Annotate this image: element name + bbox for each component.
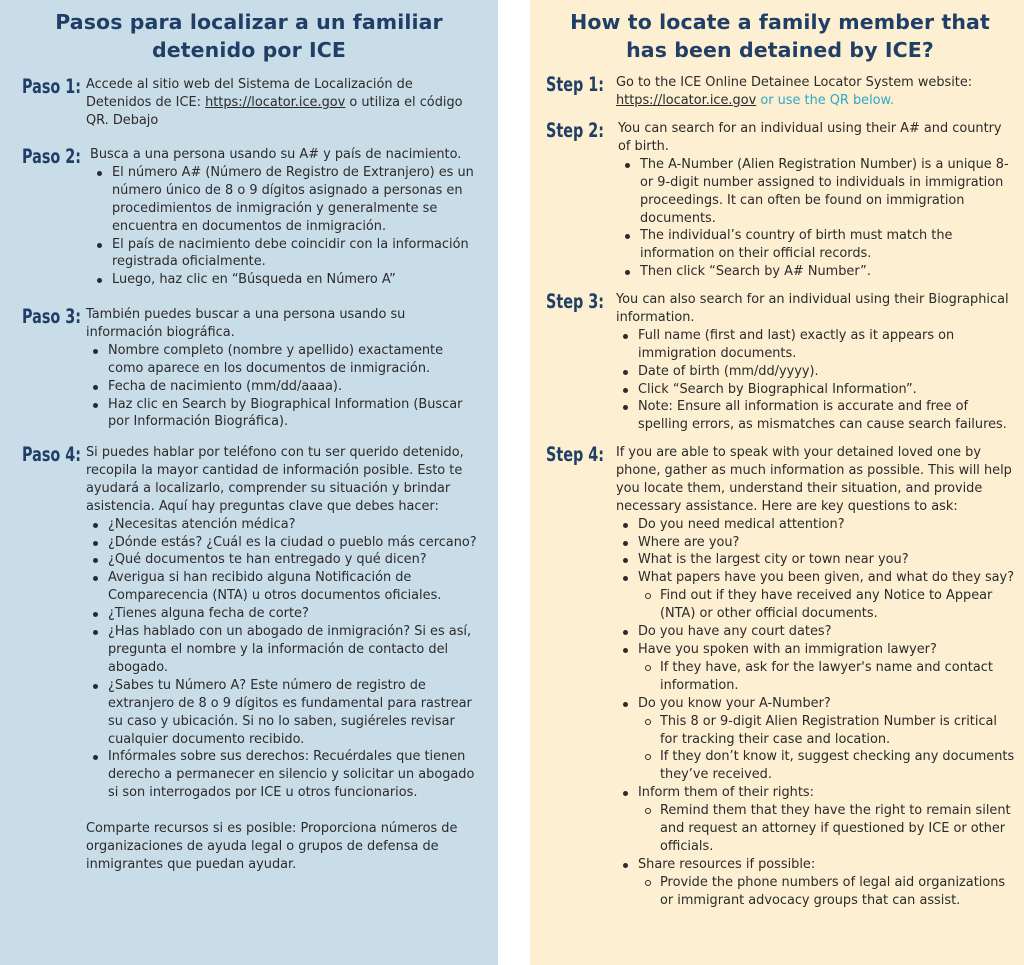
- list-item: Do you need medical attention?: [616, 516, 1018, 534]
- spanish-title: Pasos para localizar a un familiar detenido por ICE: [55, 10, 443, 62]
- en-step-4-body: [616, 444, 1018, 910]
- es-step-4-list: [86, 516, 482, 803]
- list-item: [616, 569, 1018, 623]
- es-step-4-body: [86, 444, 482, 874]
- es-step-3-intro: También puedes buscar a una persona usando su información biográfica.: [86, 307, 406, 340]
- sub-list: [638, 874, 1018, 910]
- list-item-text: Do you know your A-Number?: [638, 695, 831, 711]
- english-panel: [530, 0, 1024, 965]
- sub-list: [638, 587, 1018, 623]
- list-item: ¿Has hablado con un abogado de inmigración? Si es así, pregunta el nombre y la información de contacto del abogado.: [86, 623, 482, 677]
- es-step-2-body: [90, 146, 482, 289]
- es-step-2-list: [90, 164, 482, 289]
- list-item: Where are you?: [616, 534, 1018, 552]
- list-item: Nombre completo (nombre y apellido) exactamente como aparece en los documentos de inmigración.: [86, 342, 482, 378]
- en-step-2-list: [618, 156, 1018, 281]
- list-item: [616, 641, 1018, 695]
- list-item: El país de nacimiento debe coincidir con la información registrada oficialmente.: [90, 236, 482, 272]
- es-step-3-body: [86, 306, 482, 431]
- list-item: [616, 695, 1018, 785]
- spacer: [86, 802, 482, 820]
- list-item: The individual’s country of birth must match the information on their official records.: [618, 227, 1018, 263]
- sub-list: [638, 713, 1018, 785]
- list-item: Fecha de nacimiento (mm/dd/aaaa).: [86, 378, 482, 396]
- sub-list-item: This 8 or 9-digit Alien Registration Number is critical for tracking their case and location.: [638, 713, 1018, 749]
- es-step-2-intro: Busca a una persona usando su A# y país de nacimiento.: [90, 147, 462, 162]
- en-step-1-text: Go to the ICE Online Detainee Locator System website:: [616, 75, 973, 90]
- qr-reference: or use the QR below.: [756, 92, 895, 108]
- sub-list: [638, 659, 1018, 695]
- locator-link-es[interactable]: https://locator.ice.gov: [205, 94, 346, 110]
- list-item: Full name (first and last) exactly as it appears on immigration documents.: [616, 327, 1018, 363]
- list-item: Infórmales sobre sus derechos: Recuérdales que tienen derecho a permanecer en silencio y solicitar un abogado si son interrogados por ICE u otros funcionarios.: [86, 748, 482, 802]
- es-step-1-label: Paso 1:: [22, 75, 82, 98]
- en-step-4-list: [616, 516, 1018, 910]
- es-step-3-list: [86, 342, 482, 432]
- list-item: What is the largest city or town near you?: [616, 551, 1018, 569]
- sub-list-item: Find out if they have received any Notice to Appear (NTA) or other official documents.: [638, 587, 1018, 623]
- list-item: Click “Search by Biographical Information”.: [616, 381, 1018, 399]
- list-item: Note: Ensure all information is accurate and free of spelling errors, as mismatches can cause search failures.: [616, 398, 1018, 434]
- es-step-4-label: Paso 4:: [22, 443, 82, 466]
- en-step-1-label: Step 1:: [546, 73, 605, 96]
- en-step-4-intro: If you are able to speak with your detained loved one by phone, gather as much information as possible. This will help you locate them, understand their situation, and provide necessary assistance. Here are key questions to ask:: [616, 445, 1012, 514]
- english-title: How to locate a family member that has been detained by ICE?: [570, 10, 990, 62]
- list-item-text: Share resources if possible:: [638, 856, 816, 872]
- list-item: [616, 856, 1018, 910]
- list-item: ¿Necesitas atención médica?: [86, 516, 482, 534]
- sub-list-item: If they don’t know it, suggest checking any documents they’ve received.: [638, 748, 1018, 784]
- es-step-3-label: Paso 3:: [22, 305, 82, 328]
- en-step-2-body: [618, 120, 1018, 281]
- list-item: ¿Sabes tu Número A? Este número de registro de extranjero de 8 o 9 dígitos es fundamental para rastrear su caso y ubicación. Si no lo saben, sugiéreles revisar cualquier documento recibido.: [86, 677, 482, 749]
- list-item: Do you have any court dates?: [616, 623, 1018, 641]
- en-step-3-body: [616, 291, 1018, 434]
- list-item: Averigua si han recibido alguna Notificación de Comparecencia (NTA) u otros documentos oficiales.: [86, 569, 482, 605]
- list-item: Haz clic en Search by Biographical Information (Buscar por Información Biográfica).: [86, 396, 482, 432]
- en-step-3-label: Step 3:: [546, 290, 605, 313]
- list-item: The A-Number (Alien Registration Number) is a unique 8- or 9-digit number assigned to individuals in immigration proceedings. It can often be found on immigration documents.: [618, 156, 1018, 228]
- list-item: Then click “Search by A# Number”.: [618, 263, 1018, 281]
- list-item: Luego, haz clic en “Búsqueda en Número A”: [90, 271, 482, 289]
- sub-list-item: Remind them that they have the right to remain silent and request an attorney if questioned by ICE or other officials.: [638, 802, 1018, 856]
- es-step-1-text: Accede al sitio web del Sistema de Localización de Detenidos de ICE:: [86, 77, 413, 110]
- list-item: ¿Tienes alguna fecha de corte?: [86, 605, 482, 623]
- en-step-2-label: Step 2:: [546, 119, 605, 142]
- sub-list-item: Provide the phone numbers of legal aid organizations or immigrant advocacy groups that can assist.: [638, 874, 1018, 910]
- es-step-2-label: Paso 2:: [22, 145, 82, 168]
- es-step-1-body: [86, 76, 482, 130]
- sub-list: [638, 802, 1018, 856]
- list-item: ¿Dónde estás? ¿Cuál es la ciudad o pueblo más cercano?: [86, 534, 482, 552]
- list-item: Date of birth (mm/dd/yyyy).: [616, 363, 1018, 381]
- list-item: [616, 784, 1018, 856]
- en-step-3-list: [616, 327, 1018, 434]
- en-step-2-intro: You can search for an individual using their A# and country of birth.: [618, 121, 1002, 154]
- list-item-text: Inform them of their rights:: [638, 785, 814, 801]
- es-step-1-text-after: o utiliza el código QR. Debajo: [86, 94, 463, 128]
- list-item-text: Have you spoken with an immigration lawyer?: [638, 641, 937, 657]
- es-step-4-intro: Si puedes hablar por teléfono con tu ser querido detenido, recopila la mayor cantidad de información posible. Esto te ayudará a localizarlo, comprender su situación y brindar asistencia. Aquí hay preguntas clave que debes hacer:: [86, 445, 464, 514]
- list-item-text: What papers have you been given, and what do they say?: [638, 570, 1015, 586]
- list-item: El número A# (Número de Registro de Extranjero) es un número único de 8 o 9 dígitos asignado a personas en procedimientos de inmigración y generalmente se encuentra en documentos de inmigración.: [90, 164, 482, 236]
- locator-link-en[interactable]: https://locator.ice.gov: [616, 92, 757, 108]
- sub-list-item: If they have, ask for the lawyer's name and contact information.: [638, 659, 1018, 695]
- en-step-1-body: [616, 74, 1018, 110]
- spanish-panel: [0, 0, 498, 965]
- en-step-3-intro: You can also search for an individual using their Biographical information.: [616, 292, 1009, 325]
- es-step-4-closing: Comparte recursos si es posible: Proporciona números de organizaciones de ayuda legal o grupos de defensa de inmigrantes que puedan ayudar.: [86, 821, 458, 872]
- en-step-4-label: Step 4:: [546, 443, 605, 466]
- list-item: ¿Qué documentos te han entregado y qué dicen?: [86, 551, 482, 569]
